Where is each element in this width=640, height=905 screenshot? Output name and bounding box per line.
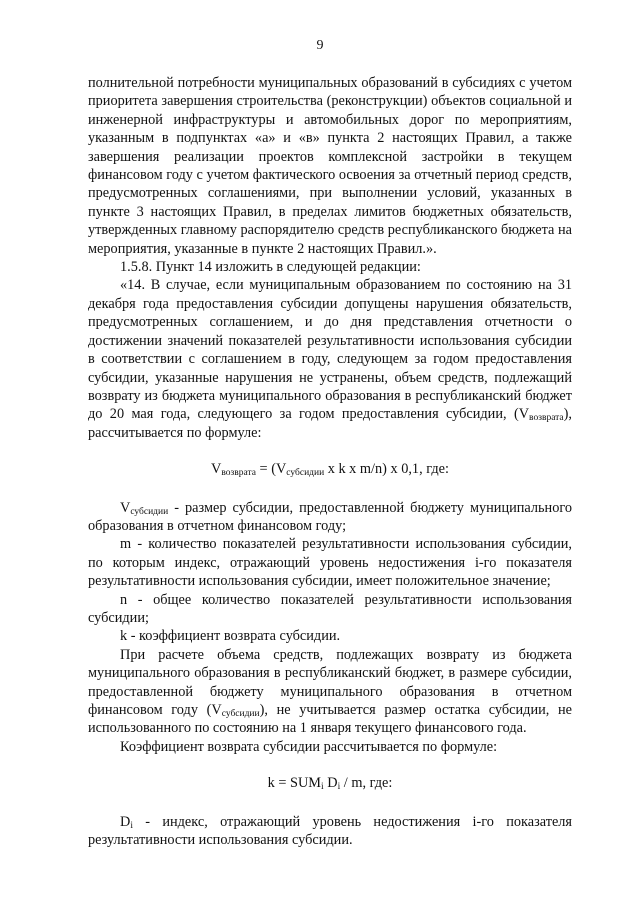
paragraph-calculation-note [88,646,572,738]
document-body [88,74,572,849]
point-14-text-b: ), рассчитывается по формуле: [88,406,572,441]
formula-2-part-c: / m, где: [340,775,393,792]
definition-d-i [88,813,572,850]
formula-2-part-b: D [323,775,338,792]
paragraph-item-1-5-8: 1.5.8. Пункт 14 изложить в следующей редакции: [120,259,421,276]
paragraph-point-14 [88,276,572,442]
formula-2-sub-2: i [337,782,341,793]
definition-5-subscript: i [130,820,133,831]
formula-coefficient [88,774,572,792]
formula-1-sub-2: субсидии [286,468,325,479]
formula-return-volume [88,460,572,478]
point-14-text-a: «14. В случае, если муниципальным образованием по состоянию на 31 декабря года предоставления субсидии допущены нарушения обязательств, предусмотренных соглашением, и до дня представления отчетности о достижении значений показателей результативности использования субсидии в соответствии с соглашением в году, следующем за годом предоставления субсидии, указанные нарушения не устранены, объем средств, подлежащий возврату из бюджета муниципального образования в республиканский бюджет до 20 мая года, следующего за годом предоставления субсидии, (V [88,277,572,423]
definition-1-symbol: V [120,499,131,516]
paragraph-continuation: полнительной потребности муниципальных образований в субсидиях с учетом приоритета завершения строительства (реконструкции) объектов социальной и инженерной инфраструктуры и автомобильных дорог по мероприятиям, указанным в подпунктах «а» и «в» пункта 2 настоящих Правил, а также завершения реализации проектов комплексной застройки в текущем финансовом году с учетом фактического освоения за отчетный период средств, предусмотренных соглашениями, при выполнении условий, указанных в пункте 3 настоящих Правил, в пределах лимитов бюджетных обязательств, утвержденных главному распорядителю средств республиканского бюджета на мероприятия, указанные в пункте 2 настоящих Правил.». [88,75,572,257]
definition-v-subsidy [88,499,572,536]
formula-2-part-a: k = SUM [267,775,322,792]
calculation-note-text-a: При расчете объема средств, подлежащих возврату из бюджета муниципального образования в республиканский бюджет, в размере субсидии, предоставленной бюджету муниципального образования в отчетном финансовом году (V [88,646,572,718]
formula-1-part-c: x k x m/n) x 0,1, где: [324,461,449,478]
paragraph-coefficient-intro: Коэффициент возврата субсидии рассчитывается по формуле: [120,738,498,755]
definition-5-text: - индекс, отражающий уровень недостижения i-го показателя результативности использования субсидии. [88,813,572,849]
definition-5-symbol: D [120,813,131,830]
definition-1-subscript: субсидии [130,506,169,517]
calculation-note-subscript: субсидии [221,709,260,719]
calculation-note-text-b: ), не учитывается размер остатка субсидии, не использованного по состоянию на 1 января текущего финансового года. [88,702,572,737]
definition-m: m - количество показателей результативности использования субсидии, по которым индекс, отражающий уровень недостижения i-го показателя результативности использования субсидии, имеет положительное значение; [88,536,572,590]
definition-n: n - общее количество показателей результативности использования субсидии; [88,591,572,626]
definition-k: k - коэффициент возврата субсидии. [120,628,341,645]
definition-1-text: - размер субсидии, предоставленной бюджету муниципального образования в отчетном финансовом году; [88,499,572,534]
formula-1-part-b: = (V [255,461,287,478]
page-number: 9 [316,38,324,53]
point-14-subscript: возврата [529,413,564,424]
formula-2-sub-1: i [321,782,324,793]
formula-1-part-a: V [211,461,222,478]
formula-1-sub-1: возврата [221,468,256,479]
